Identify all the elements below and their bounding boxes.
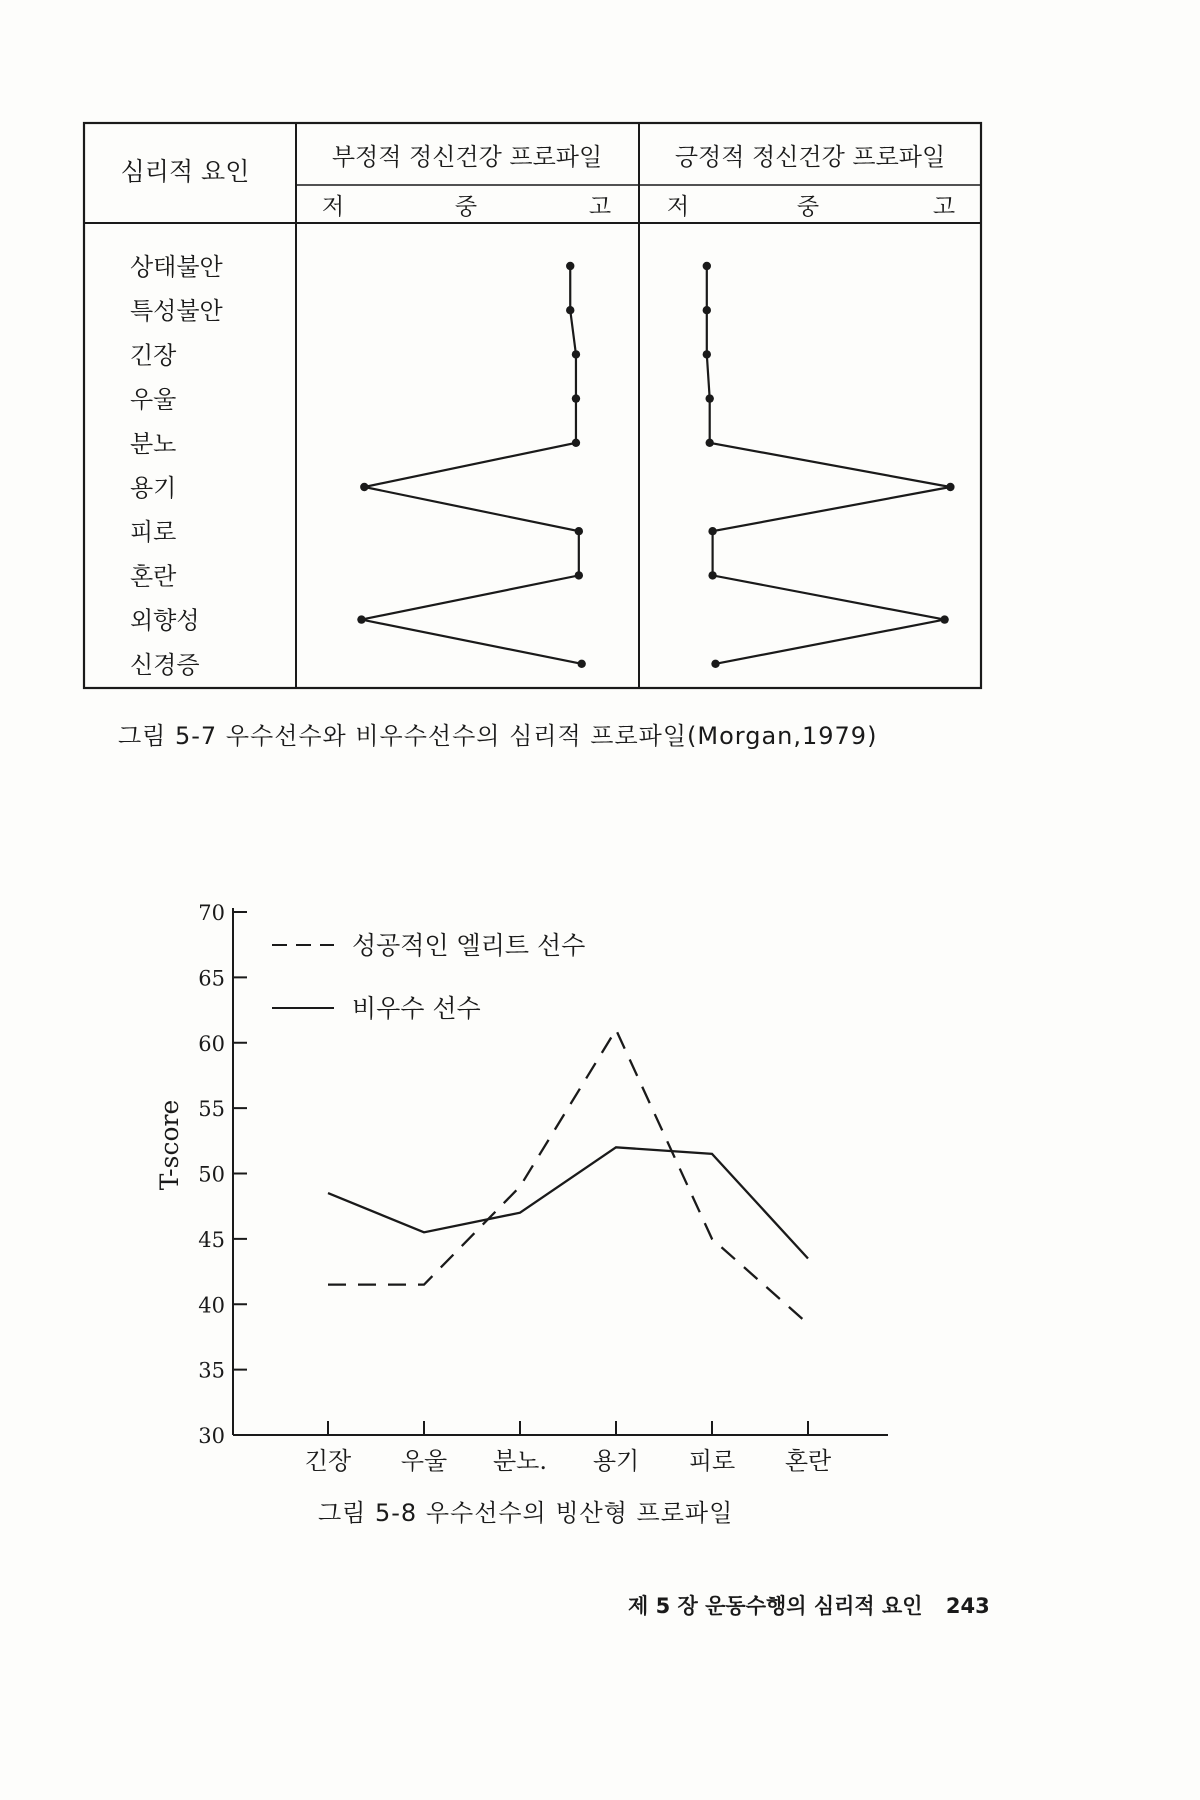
positive-scale-mid: 중 bbox=[796, 194, 820, 220]
positive-profile-point bbox=[706, 394, 714, 402]
factor-header: 심리적 요인 bbox=[120, 157, 250, 186]
x-tick-label: 분노. bbox=[493, 1447, 547, 1475]
negative-scale-mid: 중 bbox=[454, 194, 478, 220]
negative-scale-low: 저 bbox=[321, 194, 345, 220]
x-tick-label: 용기 bbox=[592, 1447, 640, 1475]
y-tick-label: 30 bbox=[198, 1424, 225, 1448]
figure1-caption: 그림 5-7 우수선수와 비우수선수의 심리적 프로파일(Morgan,1979) bbox=[118, 722, 878, 750]
factor-label: 신경증 bbox=[130, 650, 200, 679]
positive-profile-point bbox=[703, 350, 711, 358]
negative-profile-point bbox=[575, 527, 583, 535]
factor-label: 긴장 bbox=[130, 341, 177, 370]
y-tick-label: 60 bbox=[198, 1031, 225, 1056]
page-number: 243 bbox=[945, 1594, 990, 1618]
x-tick-label: 우울 bbox=[400, 1447, 448, 1475]
positive-profile-point bbox=[940, 615, 948, 623]
negative-profile-point bbox=[566, 306, 574, 314]
non-elite-athlete-line bbox=[328, 1147, 808, 1258]
running-footer bbox=[628, 1590, 990, 1620]
negative-profile-line bbox=[361, 266, 581, 664]
factor-label: 우울 bbox=[130, 385, 177, 414]
positive-scale-high: 고 bbox=[932, 194, 956, 220]
x-tick-label: 긴장 bbox=[304, 1447, 352, 1475]
y-tick-label: 50 bbox=[198, 1162, 225, 1187]
negative-profile-point bbox=[360, 483, 368, 491]
factor-label: 피로 bbox=[130, 518, 177, 547]
y-tick-label: 40 bbox=[198, 1293, 225, 1318]
positive-profile-point bbox=[708, 527, 716, 535]
factor-label: 분노 bbox=[130, 429, 177, 458]
positive-profile-point bbox=[708, 571, 716, 579]
y-tick-label: 35 bbox=[198, 1358, 225, 1383]
negative-profile-point bbox=[357, 615, 365, 623]
factor-label: 혼란 bbox=[130, 562, 177, 591]
negative-profile-point bbox=[572, 439, 580, 447]
y-tick-label: 65 bbox=[198, 966, 225, 991]
table-border bbox=[84, 123, 981, 688]
iceberg-profile-chart bbox=[0, 880, 1200, 1520]
positive-profile-point bbox=[703, 306, 711, 314]
y-axis-label: T-score bbox=[155, 1099, 184, 1191]
negative-profile-point bbox=[572, 394, 580, 402]
x-tick-label: 피로 bbox=[688, 1447, 736, 1475]
factor-label: 특성불안 bbox=[130, 297, 223, 326]
positive-profile-point bbox=[703, 262, 711, 270]
factor-label: 용기 bbox=[130, 474, 177, 502]
negative-profile-point bbox=[575, 571, 583, 579]
negative-scale-high: 고 bbox=[588, 194, 612, 220]
positive-profile-header: 긍정적 정신건강 프로파일 bbox=[674, 143, 946, 171]
positive-scale-low: 저 bbox=[666, 194, 690, 220]
y-tick-label: 70 bbox=[198, 901, 225, 925]
figure2-caption: 그림 5-8 우수선수의 빙산형 프로파일 bbox=[318, 1499, 734, 1527]
y-tick-label: 55 bbox=[198, 1097, 225, 1122]
negative-profile-point bbox=[566, 262, 574, 270]
negative-profile-point bbox=[572, 350, 580, 358]
y-tick-label: 45 bbox=[198, 1227, 225, 1252]
legend-label: 비우수 선수 bbox=[352, 994, 481, 1023]
legend-label: 성공적인 엘리트 선수 bbox=[352, 931, 586, 960]
factor-label: 상태불안 bbox=[130, 253, 223, 281]
positive-profile-point bbox=[946, 483, 954, 491]
positive-profile-line bbox=[707, 266, 951, 664]
positive-profile-point bbox=[711, 660, 719, 668]
x-tick-label: 혼란 bbox=[784, 1447, 832, 1475]
negative-profile-header: 부정적 정신건강 프로파일 bbox=[331, 143, 603, 171]
chapter-title: 제 5 장 운동수행의 심리적 요인 bbox=[628, 1594, 923, 1618]
profile-table-figure bbox=[0, 0, 1200, 720]
negative-profile-point bbox=[577, 660, 585, 668]
positive-profile-point bbox=[706, 439, 714, 447]
factor-label: 외향성 bbox=[130, 606, 200, 635]
elite-athlete-line bbox=[328, 1030, 808, 1324]
